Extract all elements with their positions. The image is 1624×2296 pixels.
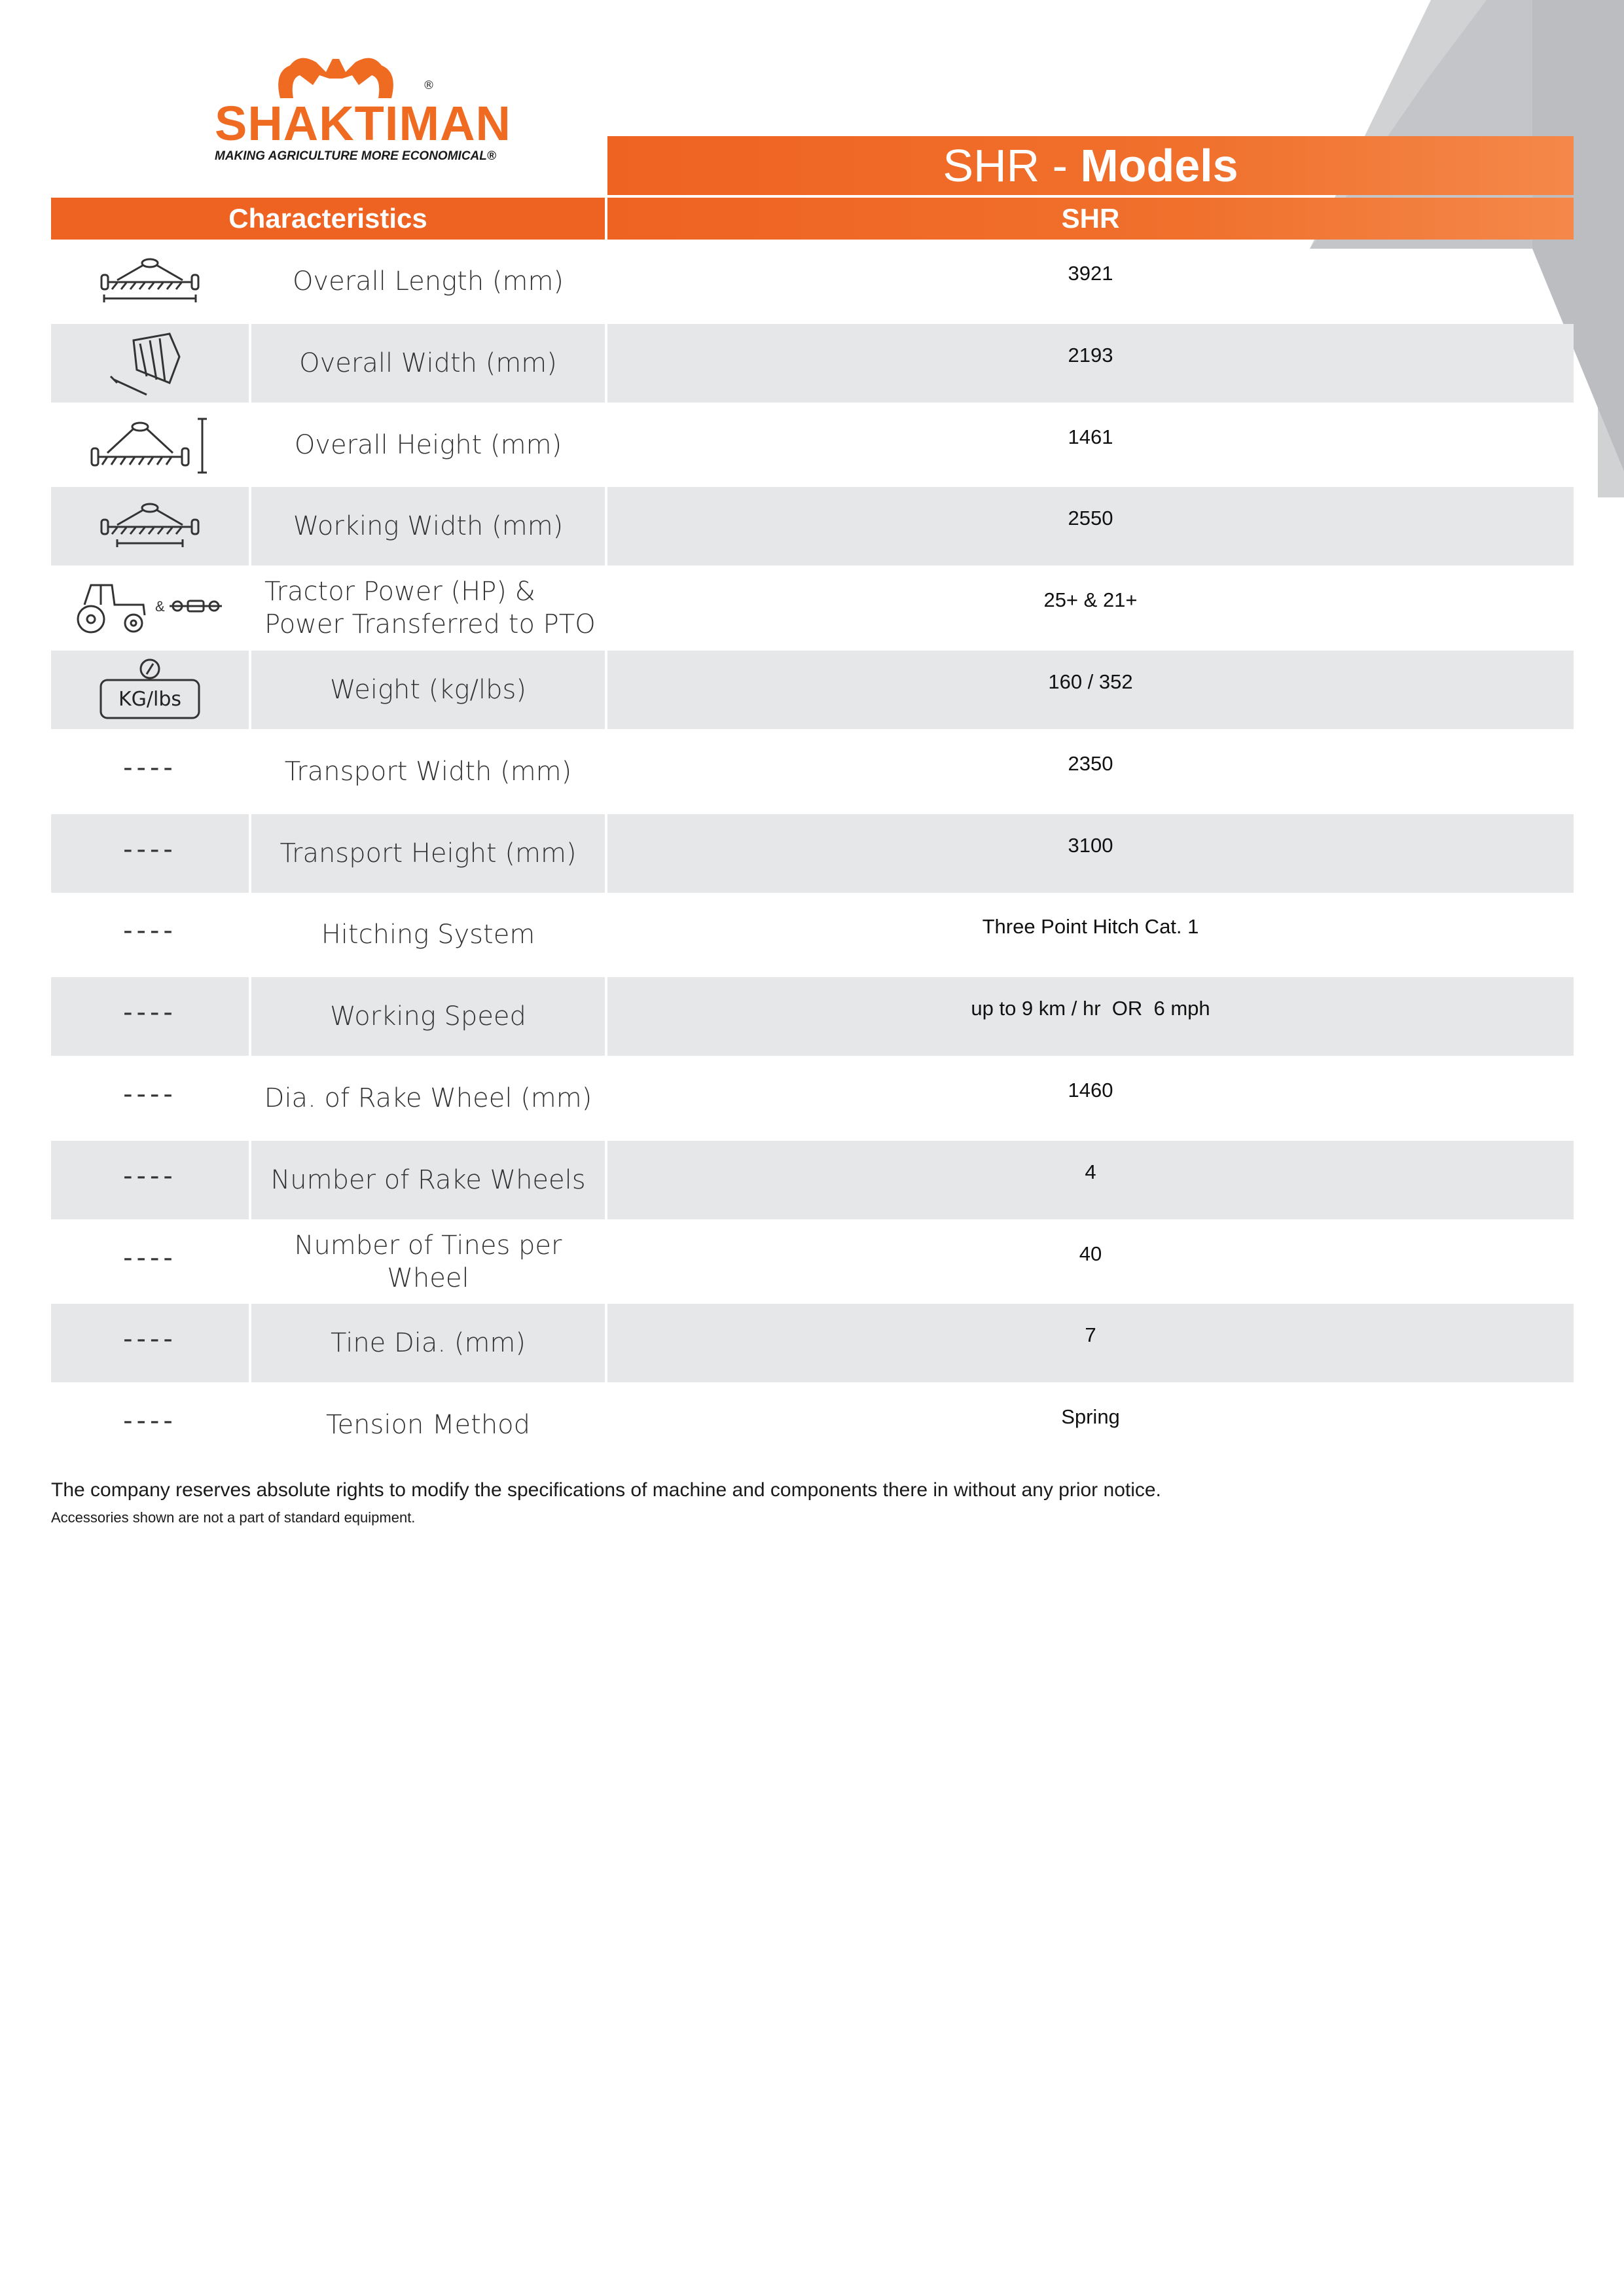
row-label: Transport Width (mm): [284, 756, 572, 787]
row-label: Tractor Power (HP) & Power Transferred to PTO: [264, 577, 596, 640]
row-value: 7: [1085, 1323, 1096, 1347]
table-row: [51, 977, 1574, 1059]
models-title: SHR - Models: [607, 136, 1574, 195]
row-dash: ----: [123, 1242, 177, 1273]
brand-name: SHAKTIMAN: [215, 96, 511, 151]
table-row: [51, 651, 1574, 732]
table-row: [51, 895, 1574, 977]
row-label: Overall Height (mm): [294, 429, 562, 460]
table-row: [51, 814, 1574, 896]
table-row: [51, 569, 1574, 651]
row-label: Transport Height (mm): [251, 814, 605, 893]
row-label: Working Width (mm): [251, 487, 605, 565]
row-label: Overall Length (mm): [292, 266, 564, 296]
table-row: [51, 324, 1574, 406]
tractor-pto-icon: [71, 579, 228, 637]
row-value: 1460: [1068, 1078, 1113, 1102]
row-label: Tine Dia. (mm): [251, 1304, 605, 1382]
table-row: [51, 487, 1574, 569]
row-value: 160 / 352: [1048, 670, 1133, 693]
table-row: [51, 1386, 1574, 1467]
row-value: up to 9 km / hr OR 6 mph: [971, 997, 1210, 1020]
row-label: Hitching System: [321, 920, 535, 950]
row-dash: ----: [123, 997, 177, 1028]
table-header: [51, 198, 1574, 240]
spec-table: [51, 242, 1574, 1467]
row-dash: ----: [123, 1079, 177, 1109]
row-label: Number of Tines per Wheel: [294, 1230, 562, 1293]
working-width-icon: [98, 500, 202, 552]
row-value: Spring: [1061, 1405, 1120, 1429]
table-row: [51, 732, 1574, 814]
table-row: [51, 1304, 1574, 1386]
overall-length-icon: [98, 255, 202, 308]
overall-width-icon: [107, 331, 192, 396]
row-dash: ----: [123, 1160, 177, 1191]
characteristics-header: Characteristics: [51, 198, 605, 240]
row-label: Weight (kg/lbs): [251, 651, 605, 729]
weight-icon: [94, 657, 206, 723]
accessories-note: Accessories shown are not a part of standard equipment.: [51, 1509, 416, 1526]
row-dash: ----: [123, 1324, 177, 1355]
row-dash: ----: [123, 834, 177, 865]
row-value: 2550: [1068, 507, 1113, 530]
table-row: [51, 1223, 1574, 1304]
row-value: 2350: [1068, 751, 1113, 775]
table-row: [51, 1059, 1574, 1141]
row-dash: ----: [123, 752, 177, 783]
row-label: Dia. of Rake Wheel (mm): [264, 1083, 592, 1113]
brand-logo: [215, 46, 511, 170]
row-value: 3100: [1068, 833, 1113, 857]
row-value: 4: [1085, 1160, 1096, 1183]
svg-text:&: &: [155, 598, 165, 615]
row-label: Overall Width (mm): [251, 324, 605, 403]
table-row: [51, 406, 1574, 488]
row-value: Three Point Hitch Cat. 1: [982, 915, 1199, 939]
svg-text:KG/lbs: KG/lbs: [118, 687, 182, 711]
row-label: Number of Rake Wheels: [251, 1141, 605, 1219]
row-value: 1461: [1068, 425, 1113, 448]
row-dash: ----: [123, 916, 177, 946]
row-label: Working Speed: [251, 977, 605, 1056]
model-column-header: SHR: [607, 198, 1574, 240]
row-dash: ----: [123, 1406, 177, 1437]
row-value: 2193: [1068, 343, 1113, 367]
brand-tagline: MAKING AGRICULTURE MORE ECONOMICAL®: [215, 149, 496, 163]
table-row: [51, 1141, 1574, 1223]
disclaimer-note: The company reserves absolute rights to modify the specifications of machine and components there in without any prior notice.: [51, 1479, 1161, 1501]
table-row: [51, 242, 1574, 324]
overall-height-icon: [88, 412, 212, 478]
registered-mark: ®: [423, 79, 435, 92]
row-value: 40: [1079, 1242, 1102, 1265]
row-value: 25+ & 21+: [1043, 588, 1138, 612]
row-value: 3921: [1068, 262, 1113, 285]
row-label: Tension Method: [325, 1410, 531, 1441]
